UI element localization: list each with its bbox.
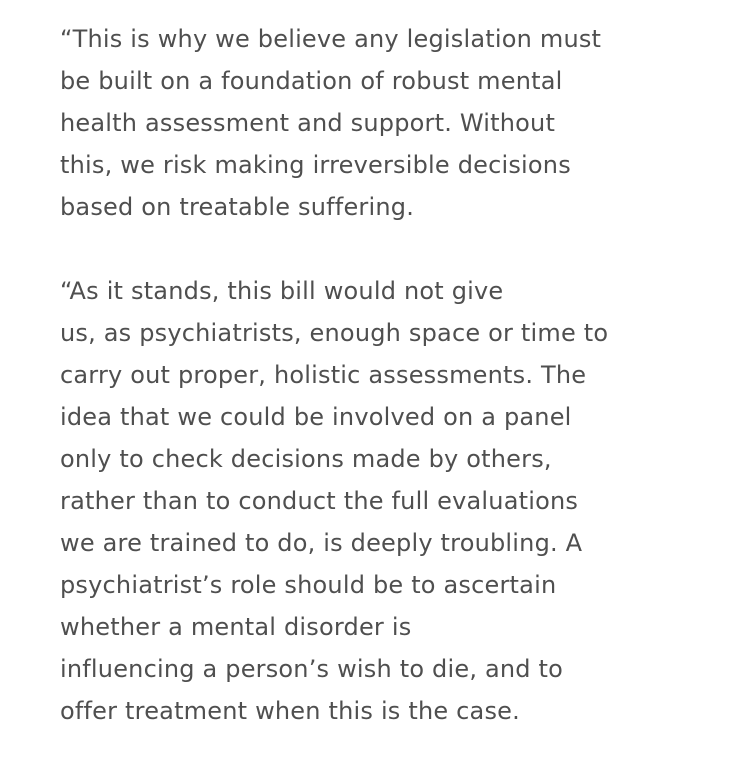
text-line: this, we risk making irreversible decisions <box>60 151 571 179</box>
quote-paragraph-2 <box>60 270 740 732</box>
text-line: be built on a foundation of robust mental <box>60 67 563 95</box>
text-line: health assessment and support. Without <box>60 109 556 137</box>
text-line: psychiatrist’s role should be to ascertain <box>60 571 557 599</box>
text-line: offer treatment when this is the case. <box>60 697 520 725</box>
text-line: only to check decisions made by others, <box>60 445 552 473</box>
text-line: carry out proper, holistic assessments. The <box>60 361 587 389</box>
quote-paragraph-1 <box>60 18 740 228</box>
text-line: us, as psychiatrists, enough space or time to <box>60 319 609 347</box>
text-line: influencing a person’s wish to die, and to <box>60 655 564 683</box>
text-line: idea that we could be involved on a panel <box>60 403 572 431</box>
text-line: rather than to conduct the full evaluations <box>60 487 579 515</box>
text-line: “As it stands, this bill would not give <box>60 277 504 305</box>
text-line: based on treatable suffering. <box>60 193 415 221</box>
text-line: whether a mental disorder is <box>60 613 412 641</box>
text-line: we are trained to do, is deeply troubling. A <box>60 529 583 557</box>
text-line: “This is why we believe any legislation must <box>60 25 602 53</box>
article-text <box>60 18 740 732</box>
